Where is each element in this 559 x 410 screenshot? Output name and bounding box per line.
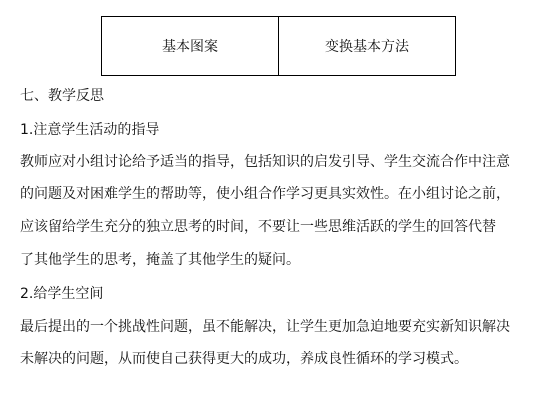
- item1-paragraph-line: 的问题及对困难学生的帮助等，使小组合作学习更具实效性。在小组讨论之前，: [20, 186, 510, 202]
- item1-paragraph-line: 了其他学生的思考，掩盖了其他学生的疑问。: [20, 252, 300, 268]
- table-row: [102, 17, 456, 76]
- item1-heading: 1.注意学生活动的指导: [20, 122, 160, 138]
- table-cell-basic-pattern: 基本图案: [102, 17, 279, 76]
- item2-paragraph-line: 最后提出的一个挑战性问题，虽不能解决，让学生更加急迫地要充实新知识解决: [20, 319, 510, 335]
- item2-heading: 2.给学生空间: [20, 286, 104, 302]
- item2-paragraph-line: 未解决的问题，从而使自己获得更大的成功，养成良性循环的学习模式。: [20, 351, 468, 367]
- section-heading: 七、教学反思: [20, 88, 104, 104]
- table-cell-transform-method: 变换基本方法: [279, 17, 456, 76]
- item1-paragraph-line: 应该留给学生充分的独立思考的时间，不要让一些思维活跃的学生的回答代替: [20, 219, 496, 235]
- item1-paragraph-line: 教师应对小组讨论给予适当的指导，包括知识的启发引导、学生交流合作中注意: [20, 154, 510, 170]
- method-table: [101, 16, 456, 76]
